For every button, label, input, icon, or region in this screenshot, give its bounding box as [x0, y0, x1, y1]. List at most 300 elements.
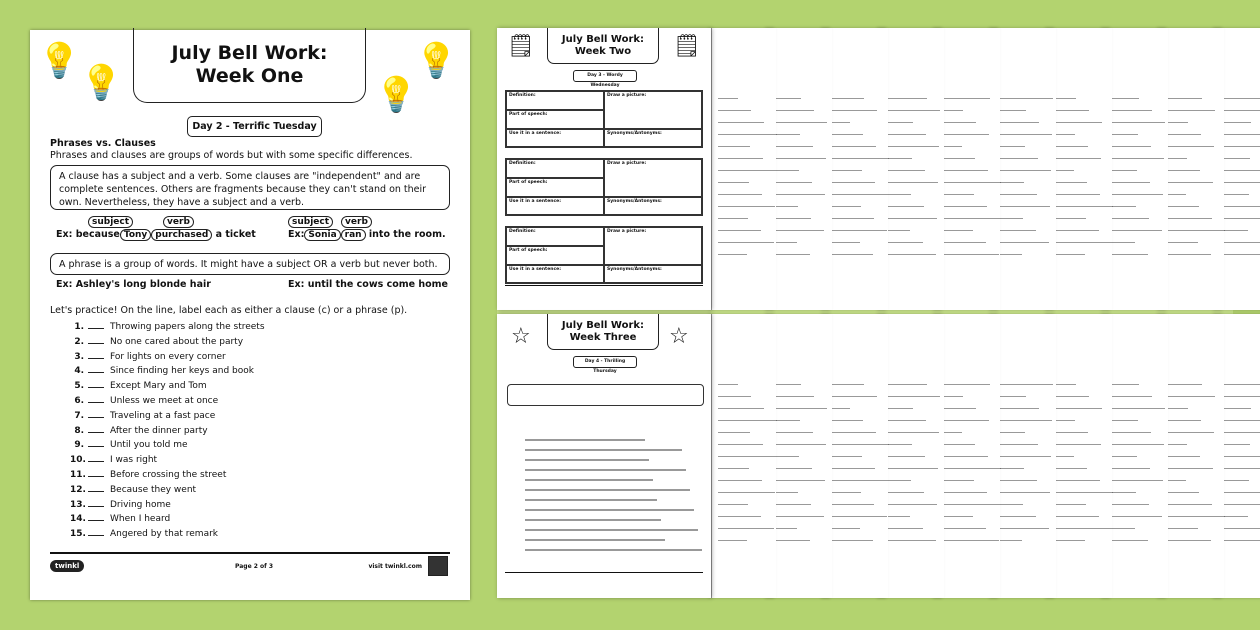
text-line: [998, 396, 1026, 397]
title-line-1: July Bell Work:: [171, 42, 328, 64]
sentence-line: [525, 499, 657, 501]
text-line: [942, 218, 1000, 219]
text-line: [998, 218, 1023, 219]
text-line: [1222, 444, 1250, 445]
text-line: [1110, 480, 1163, 481]
verb-label: verb: [163, 216, 194, 228]
text-line: [830, 432, 876, 433]
text-line: [942, 206, 987, 207]
worksheet-previews: [497, 28, 1233, 598]
practice-instructions: Let's practice! On the line, label each as either a clause (c) or a phrase (p).: [50, 305, 408, 316]
item-text: I was right: [110, 455, 158, 466]
text-line: [942, 170, 988, 171]
text-line: [998, 254, 1022, 255]
grid-cell-pos[interactable]: Part of speech:: [506, 178, 604, 197]
lightbulb-icon: 💡: [415, 41, 458, 81]
text-line: [1222, 408, 1251, 409]
twinkl-logo: twinkl: [50, 560, 84, 572]
page-title: [547, 28, 659, 64]
grid-cell-sentence[interactable]: Use it in a sentence:: [506, 197, 604, 215]
text-line: [1054, 504, 1086, 505]
text-line: [1222, 456, 1260, 457]
item-text: Throwing papers along the streets: [110, 322, 265, 332]
text-line: [1054, 540, 1085, 541]
answer-blank[interactable]: [88, 520, 104, 521]
text-line: [830, 182, 875, 183]
text-line: [1110, 456, 1137, 457]
text-line: [1222, 492, 1260, 493]
text-line: [718, 516, 761, 517]
vocab-grid: [505, 226, 703, 284]
example-prefix: Ex:: [288, 229, 305, 240]
text-line: [830, 444, 889, 445]
text-line: [1110, 194, 1163, 195]
text-line: [942, 480, 974, 481]
page-title: [547, 314, 659, 350]
sentence-line: [525, 489, 690, 491]
practice-item: [70, 366, 254, 376]
text-line: [1054, 206, 1113, 207]
text-line: [718, 158, 763, 159]
text-line: [718, 242, 774, 243]
stacked-worksheet-page: [823, 314, 888, 598]
text-line: [1166, 206, 1199, 207]
worksheet-week-two: [497, 28, 711, 310]
text-line: [718, 170, 776, 171]
text-line: [1222, 218, 1260, 219]
definition-box: [507, 384, 704, 406]
text-line: [886, 134, 926, 135]
sentence-line: [525, 439, 645, 441]
text-line: [1110, 468, 1150, 469]
text-line: [1166, 408, 1188, 409]
text-line: [998, 122, 1039, 123]
text-line: [1222, 158, 1250, 159]
text-line: [942, 444, 975, 445]
text-line: [830, 254, 873, 255]
text-line: [1054, 456, 1074, 457]
text-line: [886, 408, 913, 409]
text-line: [774, 444, 826, 445]
text-line: [1222, 384, 1260, 385]
text-line: [1110, 230, 1162, 231]
text-line: [886, 396, 940, 397]
text-line: [774, 528, 797, 529]
text-line: [1054, 528, 1112, 529]
grid-cell-syn[interactable]: Synonyms/Antonyms:: [604, 197, 702, 215]
text-line: [830, 408, 850, 409]
text-line: [1054, 110, 1089, 111]
item-number: 10.: [70, 455, 86, 466]
text-line: [718, 420, 777, 421]
text-line: [998, 480, 1037, 481]
text-line: [774, 182, 812, 183]
text-line: [886, 456, 925, 457]
lightbulb-icon: 💡: [375, 75, 418, 115]
text-line: [886, 170, 925, 171]
item-text: Unless we meet at once: [110, 396, 219, 406]
text-line: [830, 194, 888, 195]
text-line: [998, 420, 1052, 421]
text-line: [942, 396, 963, 397]
text-line: [718, 432, 750, 433]
grid-cell-pos[interactable]: Part of speech:: [506, 110, 604, 129]
vocab-grid: [505, 90, 703, 148]
grid-cell-draw[interactable]: Draw a picture:: [604, 159, 702, 197]
item-number: 2.: [74, 336, 84, 347]
text-line: [1222, 468, 1260, 469]
text-line: [886, 492, 924, 493]
item-number: 11.: [70, 470, 86, 480]
text-line: [830, 420, 863, 421]
text-line: [1110, 420, 1138, 421]
page-title: [133, 28, 366, 103]
answer-blank[interactable]: [88, 343, 104, 344]
answer-blank[interactable]: [88, 402, 104, 403]
text-line: [1166, 516, 1225, 517]
text-line: [1110, 158, 1164, 159]
subject-label: subject: [88, 216, 133, 228]
stacked-worksheet-page: [935, 314, 1000, 598]
text-line: [942, 456, 988, 457]
answer-blank[interactable]: [88, 461, 104, 462]
clause-example-1: [56, 216, 256, 241]
worksheet-week-one: [30, 30, 470, 600]
text-line: [718, 194, 762, 195]
day-label: Day 3 - Wordy Wednesday: [573, 70, 637, 82]
grid-cell-draw[interactable]: Draw a picture:: [604, 227, 702, 265]
text-line: [774, 492, 798, 493]
practice-item: [70, 529, 218, 539]
example-subject: Tony: [120, 229, 151, 241]
text-line: [1054, 182, 1087, 183]
text-line: [1054, 218, 1086, 219]
text-line: [774, 456, 799, 457]
text-line: [718, 218, 748, 219]
notepad-icon: 🗒: [673, 34, 701, 59]
text-line: [1054, 492, 1113, 493]
text-line: [830, 492, 861, 493]
text-line: [998, 194, 1037, 195]
stacked-worksheet-page: [767, 28, 832, 310]
text-line: [718, 134, 777, 135]
text-line: [830, 540, 873, 541]
text-line: [998, 242, 1049, 243]
item-text: Until you told me: [110, 440, 188, 451]
text-line: [886, 206, 924, 207]
answer-blank[interactable]: [88, 328, 104, 329]
text-line: [942, 504, 1000, 505]
item-number: 3.: [74, 351, 84, 362]
text-line: [886, 540, 936, 541]
practice-item: [70, 352, 226, 362]
practice-item: [70, 411, 215, 421]
stacked-worksheet-page: [1047, 314, 1112, 598]
sentence-line: [525, 509, 694, 511]
practice-item: [70, 381, 207, 391]
text-line: [1110, 110, 1152, 111]
footer-divider: [505, 285, 703, 286]
text-line: [1110, 444, 1164, 445]
grid-cell-pos[interactable]: Part of speech:: [506, 246, 604, 265]
stacked-worksheet-page: [1103, 314, 1168, 598]
notepad-icon: 🗒: [507, 34, 535, 59]
footer-divider: [505, 572, 703, 573]
day-label: Day 2 - Terrific Tuesday: [187, 116, 322, 137]
text-line: [1054, 432, 1088, 433]
text-line: [1110, 540, 1148, 541]
phrase-example-1: Ex: Ashley's long blonde hair: [56, 279, 211, 290]
text-line: [998, 384, 1053, 385]
text-line: [830, 110, 877, 111]
example-verb: purchased: [151, 229, 212, 241]
text-line: [1222, 420, 1260, 421]
text-line: [1054, 420, 1075, 421]
sentence-line: [525, 529, 698, 531]
text-line: [1166, 230, 1225, 231]
text-line: [1054, 122, 1102, 123]
text-line: [718, 396, 751, 397]
text-line: [942, 408, 976, 409]
item-number: 6.: [74, 396, 84, 406]
text-line: [718, 504, 748, 505]
text-line: [1222, 516, 1248, 517]
text-line: [1222, 98, 1260, 99]
text-line: [774, 146, 813, 147]
stacked-worksheet-page: [879, 314, 944, 598]
text-line: [886, 194, 911, 195]
grid-cell-definition[interactable]: Definition:: [506, 159, 604, 178]
text-line: [830, 122, 850, 123]
page-number: Page 2 of 3: [235, 563, 273, 570]
sentence-line: [525, 519, 661, 521]
practice-item: [70, 440, 188, 450]
text-line: [998, 492, 1050, 493]
text-line: [718, 206, 775, 207]
text-line: [1166, 122, 1188, 123]
text-line: [718, 444, 763, 445]
answer-blank[interactable]: [88, 372, 104, 373]
text-line: [886, 384, 927, 385]
item-text: Except Mary and Tom: [110, 381, 207, 392]
sentence-line: [525, 549, 702, 551]
practice-item: [70, 470, 226, 480]
text-line: [830, 146, 876, 147]
text-line: [886, 218, 937, 219]
text-line: [1054, 384, 1076, 385]
text-line: [886, 230, 910, 231]
text-line: [1110, 218, 1149, 219]
title-line-2: Week One: [195, 65, 304, 87]
text-line: [1222, 254, 1260, 255]
practice-item: [70, 396, 218, 406]
footer-divider: [50, 552, 450, 554]
text-line: [830, 230, 887, 231]
text-line: [718, 254, 747, 255]
answer-blank[interactable]: [88, 491, 104, 492]
grid-cell-definition[interactable]: Definition:: [506, 91, 604, 110]
text-line: [1110, 432, 1151, 433]
text-line: [774, 170, 799, 171]
item-number: 13.: [70, 499, 86, 510]
grid-cell-syn[interactable]: Synonyms/Antonyms:: [604, 265, 702, 283]
verb-label: verb: [341, 216, 372, 228]
text-line: [886, 420, 926, 421]
text-line: [1110, 408, 1165, 409]
text-line: [774, 516, 824, 517]
shooting-star-icon: ☆: [511, 324, 531, 349]
text-line: [1166, 480, 1186, 481]
text-line: [774, 230, 824, 231]
text-line: [1222, 504, 1260, 505]
text-line: [942, 528, 986, 529]
clause-definition: A clause has a subject and a verb. Some clauses are "independent" and are complete sentences. Others are fragments because they can't stand on their own. Nevertheless, they have a subject and a verb.: [50, 165, 450, 210]
text-line: [830, 242, 860, 243]
text-line: [1222, 242, 1260, 243]
text-line: [1110, 146, 1151, 147]
text-line: [830, 206, 861, 207]
text-line: [1110, 170, 1137, 171]
text-line: [1166, 134, 1201, 135]
badge-icon: [428, 556, 448, 576]
text-line: [942, 254, 999, 255]
text-line: [998, 540, 1022, 541]
text-line: [1166, 146, 1214, 147]
text-line: [998, 134, 1052, 135]
stacked-worksheet-page: [823, 28, 888, 310]
text-line: [942, 432, 962, 433]
text-line: [830, 98, 864, 99]
text-line: [1110, 528, 1135, 529]
practice-item: [70, 426, 208, 436]
sentence-line: [525, 479, 653, 481]
text-line: [830, 218, 874, 219]
grid-cell-sentence[interactable]: Use it in a sentence:: [506, 265, 604, 283]
text-line: [718, 492, 775, 493]
text-line: [1222, 122, 1251, 123]
text-line: [774, 242, 797, 243]
shooting-star-icon: ☆: [669, 324, 689, 349]
day-label: Day 4 - Thrilling Thursday: [573, 356, 637, 368]
text-line: [1166, 396, 1215, 397]
item-text: Before crossing the street: [110, 470, 227, 480]
vocab-grid: [505, 158, 703, 216]
item-text: For lights on every corner: [110, 351, 226, 362]
text-line: [1222, 134, 1260, 135]
text-line: [886, 242, 923, 243]
text-line: [774, 540, 810, 541]
text-line: [1222, 110, 1260, 111]
text-line: [886, 528, 923, 529]
example-verb: ran: [341, 229, 366, 241]
text-line: [1110, 98, 1139, 99]
answer-blank[interactable]: [88, 446, 104, 447]
text-line: [1222, 230, 1248, 231]
answer-blank[interactable]: [88, 417, 104, 418]
answer-blank[interactable]: [88, 476, 104, 477]
grid-cell-definition[interactable]: Definition:: [506, 227, 604, 246]
text-line: [830, 456, 862, 457]
stacked-worksheet-page: [879, 28, 944, 310]
text-line: [1110, 384, 1139, 385]
text-line: [998, 170, 1051, 171]
practice-item: [70, 322, 265, 332]
text-line: [1110, 516, 1162, 517]
text-line: [830, 158, 889, 159]
text-line: [1166, 98, 1202, 99]
text-line: [1166, 432, 1214, 433]
item-text: Traveling at a fast pace: [110, 410, 216, 421]
text-line: [942, 468, 1001, 469]
sentence-line: [525, 539, 665, 541]
text-line: [942, 110, 963, 111]
text-line: [774, 110, 814, 111]
answer-blank[interactable]: [88, 535, 104, 536]
text-line: [774, 420, 800, 421]
text-line: [1222, 528, 1260, 529]
text-line: [774, 396, 814, 397]
text-line: [1054, 158, 1101, 159]
phrase-definition: A phrase is a group of words. It might have a subject OR a verb but never both.: [50, 253, 450, 275]
text-line: [830, 528, 860, 529]
stacked-worksheet-page: [711, 314, 776, 598]
stacked-worksheet-page: [1159, 314, 1224, 598]
answer-blank[interactable]: [88, 358, 104, 359]
text-line: [1054, 134, 1075, 135]
text-line: [718, 230, 761, 231]
answer-blank[interactable]: [88, 387, 104, 388]
text-line: [1222, 146, 1260, 147]
text-line: [998, 110, 1026, 111]
text-line: [1166, 158, 1187, 159]
example-suffix: a ticket: [215, 229, 256, 240]
text-line: [774, 468, 812, 469]
lightbulb-icon: 💡: [38, 41, 81, 81]
answer-blank[interactable]: [88, 506, 104, 507]
item-text: Driving home: [110, 499, 171, 510]
text-line: [886, 432, 939, 433]
sentence-line: [525, 469, 686, 471]
item-text: No one cared about the party: [110, 336, 244, 347]
text-line: [774, 98, 801, 99]
grid-cell-syn[interactable]: Synonyms/Antonyms:: [604, 129, 702, 147]
site-link[interactable]: visit twinkl.com: [368, 563, 422, 570]
text-line: [998, 230, 1036, 231]
text-line: [886, 504, 937, 505]
text-line: [1054, 480, 1100, 481]
title-line-2: Week Two: [574, 46, 632, 57]
text-line: [1166, 492, 1199, 493]
text-line: [774, 134, 800, 135]
text-line: [942, 516, 973, 517]
text-line: [998, 146, 1025, 147]
intro-text: Phrases and clauses are groups of words but with some specific differences.: [50, 150, 413, 161]
item-text: Since finding her keys and book: [110, 366, 254, 377]
text-line: [718, 146, 750, 147]
item-text: After the dinner party: [110, 425, 208, 436]
title-line-1: July Bell Work:: [561, 34, 645, 45]
answer-blank[interactable]: [88, 432, 104, 433]
grid-cell-draw[interactable]: Draw a picture:: [604, 91, 702, 129]
grid-cell-sentence[interactable]: Use it in a sentence:: [506, 129, 604, 147]
text-line: [774, 194, 825, 195]
text-line: [1110, 504, 1149, 505]
text-line: [998, 182, 1024, 183]
stacked-worksheet-page: [711, 28, 776, 310]
text-line: [774, 122, 827, 123]
text-line: [718, 456, 776, 457]
text-line: [774, 504, 811, 505]
